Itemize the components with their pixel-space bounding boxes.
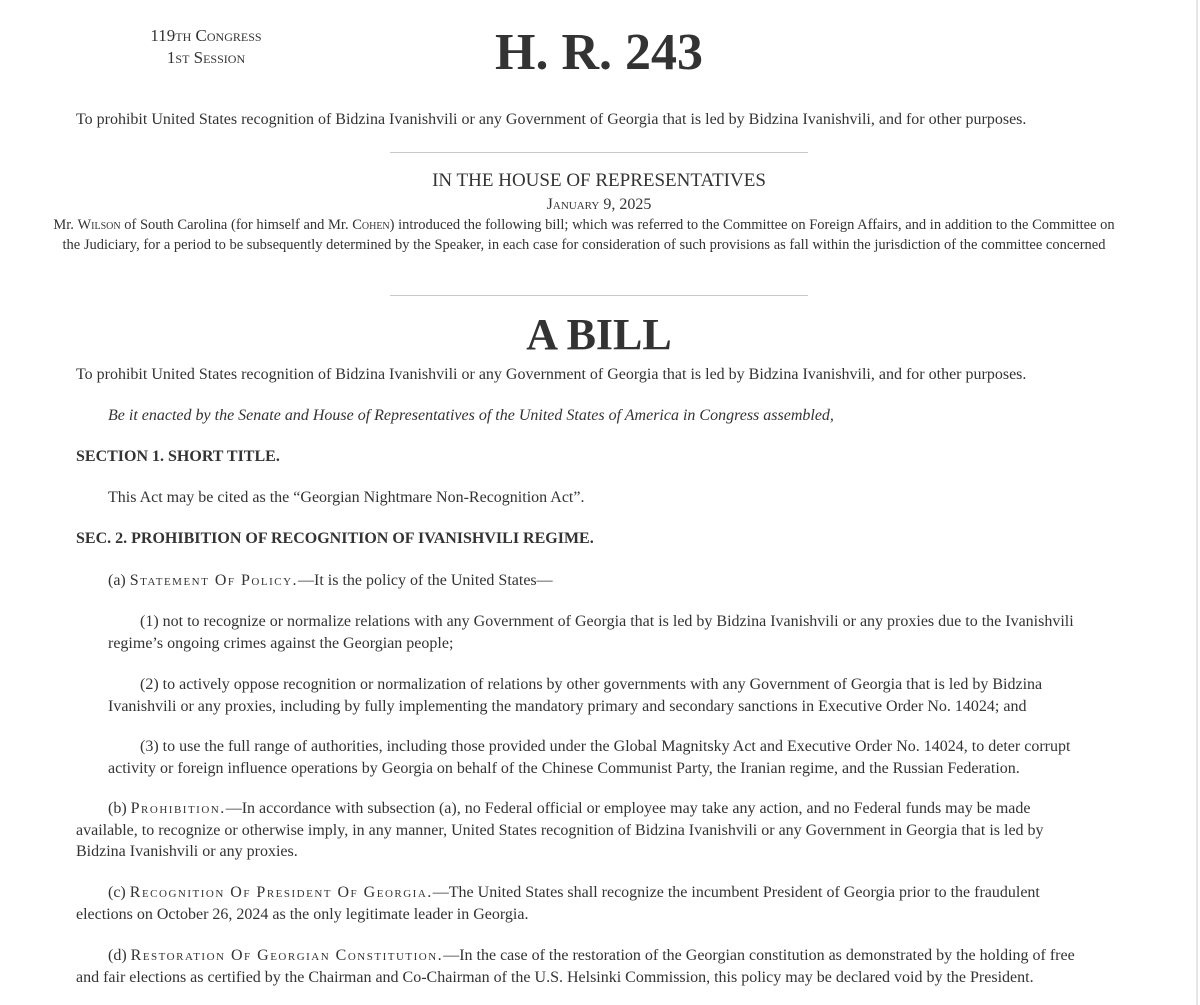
section-1-heading: SECTION 1. SHORT TITLE. (76, 448, 280, 465)
subsection-a (108, 570, 553, 592)
sponsor-name: Wilson (77, 217, 121, 233)
subsection-c (76, 882, 1086, 925)
subsection-a-caption: Statement Of Policy. (129, 572, 299, 589)
divider-top (390, 152, 808, 153)
subsection-d (76, 945, 1086, 988)
enacting-clause: Be it enacted by the Senate and House of Representatives of the United States of America in Congress assembled, (108, 407, 834, 424)
paragraph-a1: (1) not to recognize or normalize relations with any Government of Georgia that is led by Bidzina Ivanishvili or any proxies due to the Ivanishvili regime’s ongoing crimes against the Georgian people; (108, 613, 1074, 652)
paragraph-a2: (2) to actively oppose recognition or normalization of relations by other governments with any Government of Georgia that is led by Bidzina Ivanishvili or any proxies, including by fully implementing the mandatory primary and secondary sanctions in Executive Order No. 14024; and (108, 676, 1043, 715)
congress-number: 119th Congress (150, 26, 262, 45)
subsection-a-text: —It is the policy of the United States— (298, 572, 553, 589)
bill-header (0, 0, 1198, 100)
section-2-heading: SEC. 2. PROHIBITION OF RECOGNITION OF IVANISHVILI REGIME. (76, 530, 594, 547)
intro-rest: ) introduced the following bill; which was referred to the Committee on Foreign Affairs, and in addition to the Committee on the Judiciary, for a period to be subsequently determined by the Speaker, in each case for consideration of such provisions as fall within the jurisdiction of the committee concerned (62, 217, 1115, 253)
subsection-c-text: —The United States shall recognize the incumbent President of Georgia prior to the fraudulent elections on October 26, 2024 as the only legitimate leader in Georgia. (76, 884, 1040, 923)
introduction-date: January 9, 2025 (546, 196, 652, 213)
intro-prefix: Mr. (53, 217, 78, 233)
bill-number: H. R. 243 (495, 24, 703, 81)
subsection-c-caption: Recognition Of President Of Georgia. (129, 884, 433, 901)
subsection-d-text: —In the case of the restoration of the Georgian constitution as demonstrated by the holding of free and fair elections as certified by the Chairman and Co-Chairman of the U.S. Helsinki Commission, this policy may be declared void by the President. (76, 947, 1075, 986)
divider-bottom (390, 295, 808, 296)
house-chamber-title: IN THE HOUSE OF REPRESENTATIVES (432, 170, 766, 191)
bill-purpose-top: To prohibit United States recognition of Bidzina Ivanishvili or any Government of Georgia that is led by Bidzina Ivanishvili, and for other purposes. (76, 111, 1027, 128)
subsection-b-label: (b) (108, 800, 131, 817)
subsection-b-text: —In accordance with subsection (a), no Federal official or employee may take any action, and no Federal funds may be made available, to recognize or otherwise imply, in any manner, United States recognition of Bidzina Ivanishvili or any Government in Georgia that is led by Bidzina Ivanishvili or any proxies. (76, 800, 1044, 860)
section-1-text: This Act may be cited as the “Georgian Nightmare Non-Recognition Act”. (108, 489, 585, 506)
intro-middle: of South Carolina (for himself and Mr. (120, 217, 353, 233)
subsection-b-caption: Prohibition. (130, 800, 226, 817)
session-number: 1st Session (166, 48, 246, 67)
subsection-b (76, 798, 1086, 863)
subsection-d-label: (d) (108, 947, 131, 964)
cosponsor-name: Cohen (352, 217, 390, 233)
a-bill-title: A BILL (526, 310, 672, 359)
introduction-statement (46, 216, 1122, 255)
bill-purpose-body: To prohibit United States recognition of Bidzina Ivanishvili or any Government of Georgia that is led by Bidzina Ivanishvili, and for other purposes. (76, 366, 1027, 383)
subsection-d-caption: Restoration Of Georgian Constitution. (130, 947, 444, 964)
subsection-a-label: (a) (108, 572, 130, 589)
subsection-c-label: (c) (108, 884, 130, 901)
paragraph-a3: (3) to use the full range of authorities, including those provided under the Global Magnitsky Act and Executive Order No. 14024, to deter corrupt activity or foreign influence operations by Georgia on behalf of the Chinese Communist Party, the Iranian regime, and the Russian Federation. (108, 738, 1071, 777)
